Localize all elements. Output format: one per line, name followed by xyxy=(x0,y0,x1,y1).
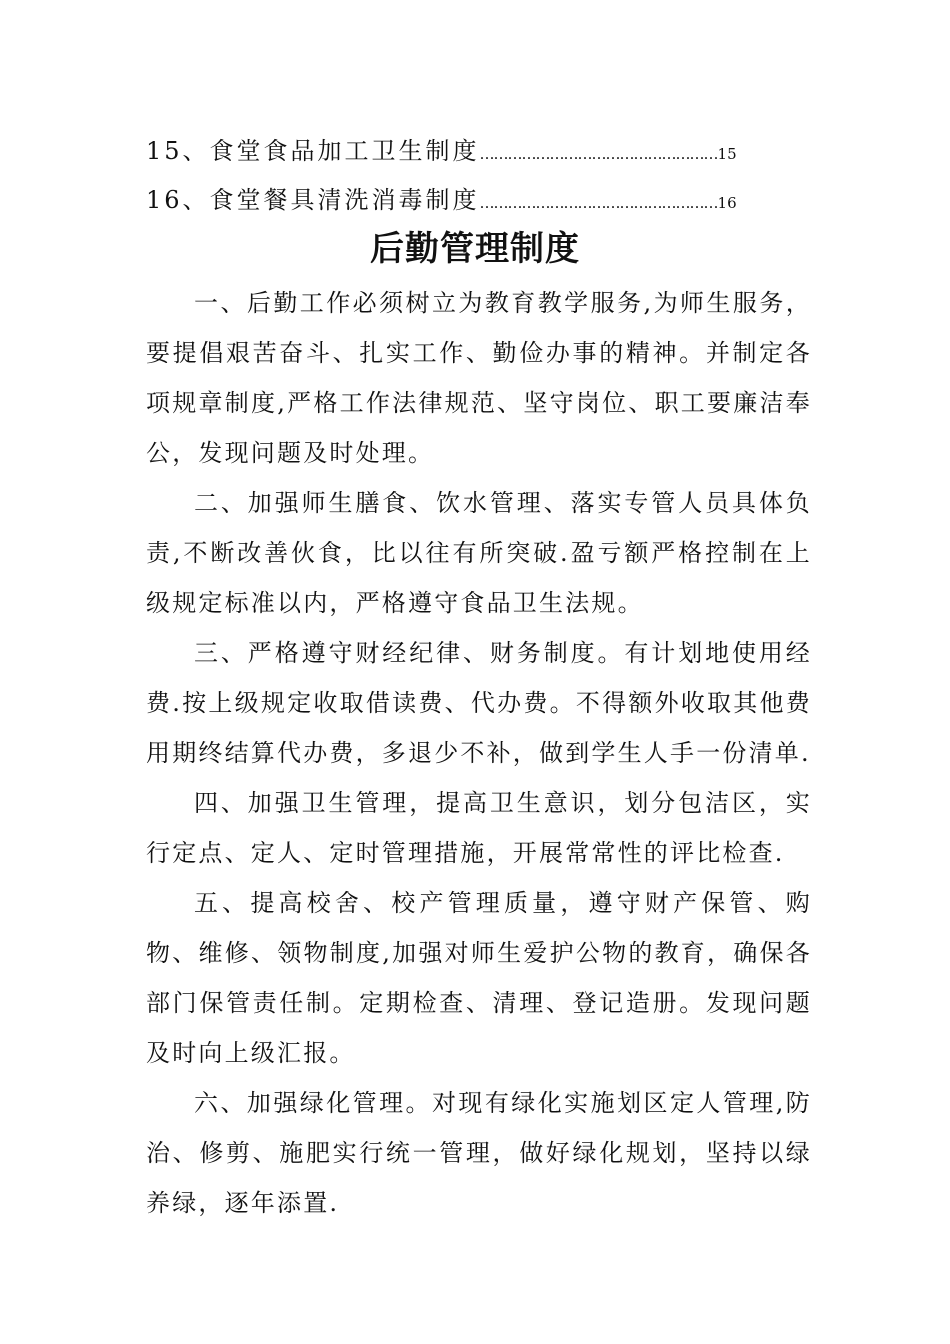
paragraph-5: 五、提高校舍、校产管理质量，遵守财产保管、购物、维修、领物制度,加强对师生爱护公物的教育，确保各部门保管责任制。定期检查、清理、登记造册。发现问题及时向上级汇报。 xyxy=(146,889,812,1067)
toc-entry-label: 15、食堂食品加工卫生制度 xyxy=(146,137,480,165)
toc-entry-label: 16、食堂餐具清洗消毒制度 xyxy=(146,186,480,214)
document-title: 后勤管理制度 xyxy=(370,229,580,269)
toc-entry xyxy=(146,188,786,212)
paragraph-3: 三、严格遵守财经纪律、财务制度。有计划地使用经费.按上级规定收取借读费、代办费。不得额外收取其他费用期终结算代办费，多退少不补，做到学生人手一份清单. xyxy=(146,639,812,767)
toc-leader-dots: …………………………………………… xyxy=(479,145,718,163)
paragraph-2: 二、加强师生膳食、饮水管理、落实专管人员具体负责,不断改善伙食，比以往有所突破.盈亏额严格控制在上级规定标准以内，严格遵守食品卫生法规。 xyxy=(146,489,812,617)
paragraph-6: 六、加强绿化管理。对现有绿化实施划区定人管理,防治、修剪、施肥实行统一管理，做好绿化规划，坚持以绿养绿，逐年添置. xyxy=(146,1089,812,1217)
toc-page-number: 16 xyxy=(717,194,737,212)
toc-entry xyxy=(146,139,786,163)
toc-page-number: 15 xyxy=(717,145,737,163)
toc-leader-dots: …………………………………………… xyxy=(479,194,718,212)
document-body xyxy=(146,278,812,1228)
paragraph-4: 四、加强卫生管理，提高卫生意识，划分包洁区，实行定点、定人、定时管理措施，开展常常性的评比检查. xyxy=(146,789,812,867)
paragraph-1: 一、后勤工作必须树立为教育教学服务,为师生服务，要提倡艰苦奋斗、扎实工作、勤俭办事的精神。并制定各项规章制度,严格工作法律规范、坚守岗位、职工要廉洁奉公，发现问题及时处理。 xyxy=(146,289,812,467)
